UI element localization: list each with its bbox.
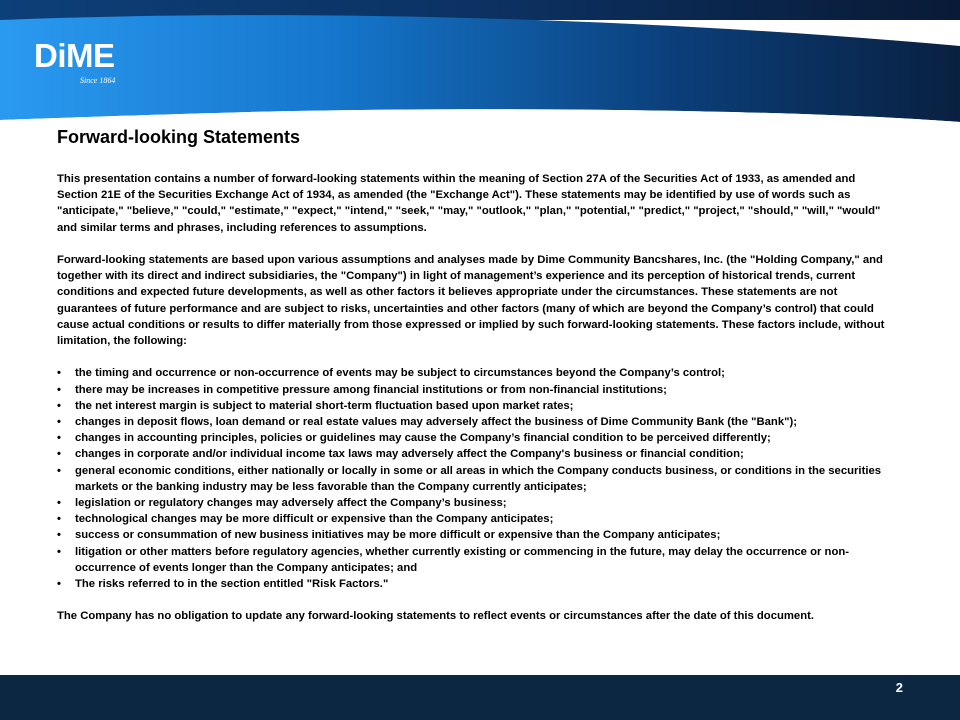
bullet-icon: • <box>57 367 61 380</box>
list-item: • technological changes may be more difficult or expensive than the Company anticipates; <box>57 511 897 527</box>
bullet-icon: • <box>57 448 61 461</box>
header-banner <box>0 0 960 125</box>
risk-factor-list <box>57 365 897 592</box>
list-item: • changes in accounting principles, policies or guidelines may cause the Company’s financial condition to be perceived differently; <box>57 430 897 446</box>
footer-bar <box>0 675 960 720</box>
list-item: • litigation or other matters before regulatory agencies, whether currently existing or commencing in the future, may delay the occurrence or non-occurrence of events longer than the Company anticipates; and <box>57 545 850 574</box>
slide-body <box>57 171 897 625</box>
list-item: • changes in deposit flows, loan demand or real estate values may adversely affect the business of Dime Community Bank (the "Bank"); <box>57 414 897 430</box>
bullet-icon: • <box>57 545 61 558</box>
bullet-icon: • <box>57 416 61 429</box>
bullet-icon: • <box>57 383 61 396</box>
bullet-icon: • <box>57 464 61 477</box>
bullet-icon: • <box>57 529 61 542</box>
bullet-icon: • <box>57 432 61 445</box>
list-item: • changes in corporate and/or individual income tax laws may adversely affect the Company's business or financial condition; <box>57 446 897 462</box>
list-item: • The risks referred to in the section entitled "Risk Factors." <box>57 576 897 592</box>
header-swoosh <box>0 0 960 125</box>
bullet-icon: • <box>57 578 61 591</box>
list-item: • the net interest margin is subject to material short-term fluctuation based upon market rates; <box>57 398 897 414</box>
closing-paragraph: The Company has no obligation to update any forward-looking statements to reflect events or circumstances after the date of this document. <box>57 610 815 623</box>
list-item: • success or consummation of new business initiatives may be more difficult or expensive than the Company anticipates; <box>57 527 897 543</box>
basis-paragraph: Forward-looking statements are based upon various assumptions and analyses made by Dime Community Bancshares, Inc. (the "Holding Company," and together with its direct and indirect subsidiaries, the "Company") in light of management’s experience and its perception of historical trends, current conditions and expected future developments, as well as other factors it believes appropriate under the circumstances. These statements are not guarantees of future performance and are subject to risks, uncertainties and other factors (many of which are beyond the Company’s control) that could cause actual conditions or results to differ materially from those expressed or implied by such forward-looking statements. These factors include, without limitation, the following: <box>57 254 885 348</box>
list-item: • legislation or regulatory changes may adversely affect the Company’s business; <box>57 495 897 511</box>
bullet-icon: • <box>57 513 61 526</box>
page-title: Forward-looking Statements <box>57 127 301 147</box>
logo-wordmark: DiME <box>34 37 115 74</box>
logo-tagline: Since 1864 <box>80 76 116 85</box>
dime-logo <box>34 38 124 88</box>
bullet-icon: • <box>57 497 61 510</box>
page-number: 2 <box>895 680 903 695</box>
list-item: • the timing and occurrence or non-occurrence of events may be subject to circumstances beyond the Company’s control; <box>57 365 897 381</box>
bullet-icon: • <box>57 399 61 412</box>
intro-paragraph: This presentation contains a number of forward-looking statements within the meaning of Section 27A of the Securities Act of 1933, as amended and Section 21E of the Securities Exchange Act of 1934, as amended (the "Exchange Act"). These statements may be identified by use of words such as "anticipate," "believe," "could," "estimate," "expect," "intend," "seek," "may," "outlook," "plan," "potential," "predict," "project," "should," "will," "would" and similar terms and phrases, including references to assumptions. <box>57 173 881 234</box>
list-item: • general economic conditions, either nationally or locally in some or all areas in which the Company conducts business, or conditions in the securities markets or the banking industry may be less favorable than the Company currently anticipates; <box>57 464 882 493</box>
list-item: • there may be increases in competitive pressure among financial institutions or from non-financial institutions; <box>57 382 897 398</box>
